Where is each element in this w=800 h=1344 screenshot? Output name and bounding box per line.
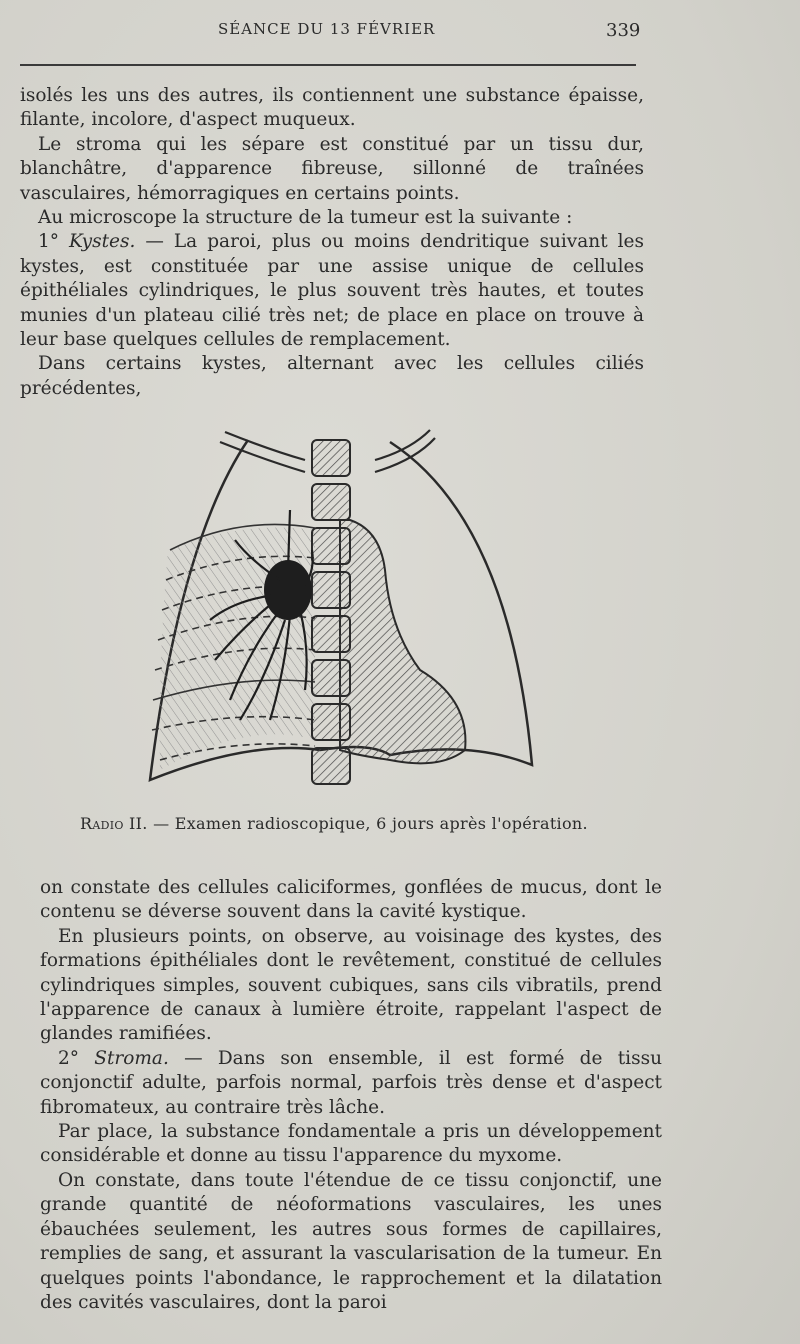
section-label-stroma: Stroma.	[94, 1047, 169, 1069]
paragraph: Au microscope la structure de la tumeur est la suivante :	[38, 207, 573, 229]
paragraph: Le stroma qui les sépare est constitué par un tissu dur, blanchâtre, d'apparence fibreuse, sillonné de traînées vasculaires, hémorragiques en certains points.	[20, 133, 644, 204]
paragraph: isolés les uns des autres, ils contiennent une substance épaisse, filante, incolore, d'aspect muqueux.	[20, 85, 644, 131]
page-number: 339	[606, 20, 641, 41]
thorax-xray-drawing	[140, 420, 540, 800]
running-title: SÉANCE DU 13 FÉVRIER	[218, 20, 436, 38]
radiograph-figure	[140, 420, 540, 800]
figure-caption	[80, 814, 640, 833]
paragraph-stroma	[40, 1047, 662, 1120]
paragraph: Par place, la substance fondamentale a pris un développement considérable et donne au tissu l'apparence du myxome.	[40, 1121, 662, 1167]
paragraph-body: — La paroi, plus ou moins dendritique suivant les kystes, est constituée par une assise unique de cellules épithéliales cylindriques, le plus souvent très hautes, et toutes munies d'un plateau cilié très net; de place en place on trouve à leur base quelques cellules de remplacement.	[20, 231, 644, 351]
header-rule	[20, 64, 636, 66]
heart-shadow	[340, 520, 465, 763]
running-head	[0, 20, 800, 48]
caption-label: Radio II.	[80, 814, 148, 833]
paragraph-body: — Dans son ensemble, il est formé de tissu conjonctif adulte, parfois normal, parfois très dense et d'aspect fibromateux, au contraire très lâche.	[40, 1047, 662, 1118]
list-number: 2°	[58, 1047, 95, 1069]
paragraph: On constate, dans toute l'étendue de ce tissu conjonctif, une grande quantité de néoformations vasculaires, les unes ébauchées seulement, les autres sous formes de capillaires, remplies de sang, et assurant la vascularisation de la tumeur. En quelques points l'abondance, le rapprochement et la dilatation des cavités vasculaires, dont la paroi	[40, 1169, 662, 1313]
text-block-top	[20, 84, 644, 401]
text-block-bottom	[40, 876, 662, 1315]
caption-text: — Examen radioscopique, 6 jours après l'opération.	[147, 814, 588, 833]
paragraph: on constate des cellules caliciformes, gonflées de mucus, dont le contenu se déverse souvent dans la cavité kystique.	[40, 877, 662, 923]
section-label-kystes: Kystes.	[69, 231, 136, 253]
paragraph: En plusieurs points, on observe, au voisinage des kystes, des formations épithéliales dont le revêtement, constitué de cellules cylindriques simples, souvent cubiques, sans cils vibratils, prend l'apparence de canaux à lumière étroite, rappelant l'aspect de glandes ramifiées.	[40, 925, 662, 1045]
list-number: 1°	[38, 231, 70, 253]
paragraph-kystes	[20, 230, 644, 352]
paragraph: Dans certains kystes, alternant avec les cellules ciliés précédentes,	[20, 353, 644, 399]
